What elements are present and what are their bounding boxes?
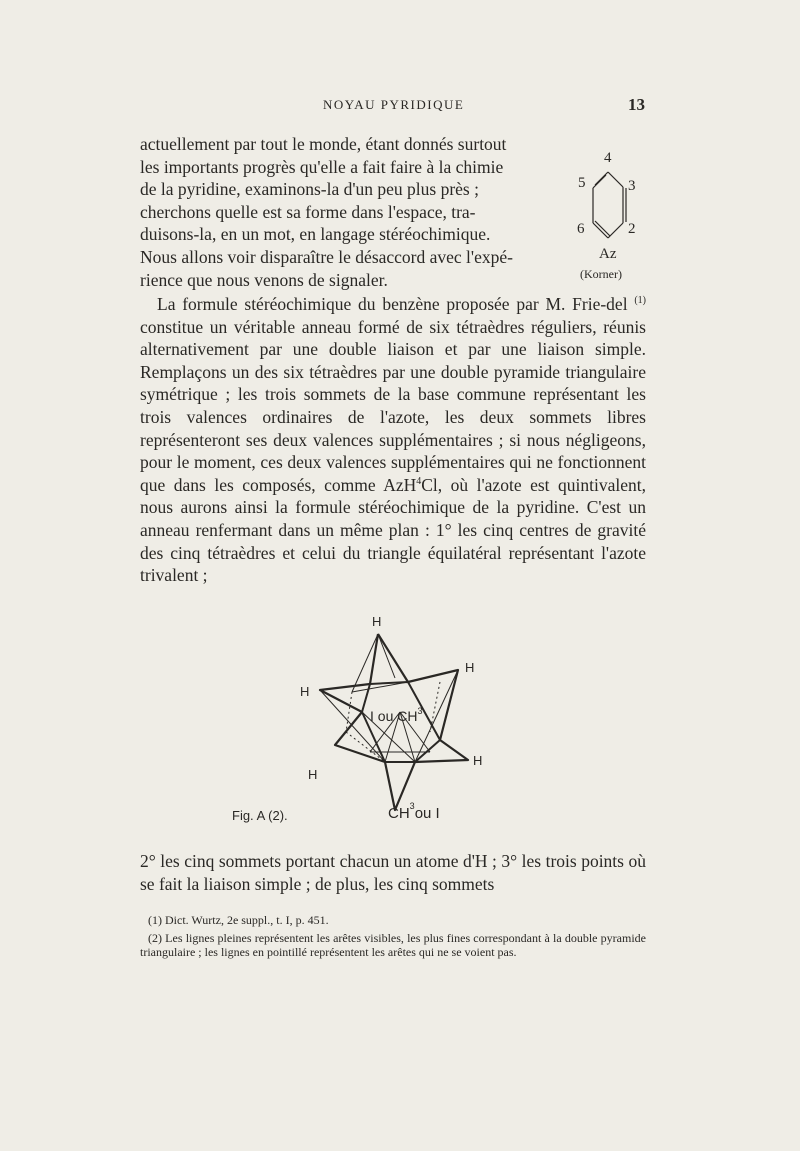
paragraph-3	[140, 850, 646, 895]
figure-a-label-top: H	[372, 614, 382, 629]
paragraph-2-text: Cl, où l'azote est quintivalent, nous aurons ainsi la formule stéréochimique de la pyridine. C'est un anneau renfermant dans un même plan : 1° les cinq centres de gravité des cinq tétraèdres et celui du triangle équilatéral représentant l'azote trivalent ;	[140, 474, 646, 586]
pyridine-label: 5	[578, 175, 586, 191]
paragraph-2	[140, 293, 646, 587]
formula-sup: 4	[416, 475, 422, 487]
running-head	[0, 97, 800, 117]
pyridine-label: 3	[628, 178, 636, 194]
formula: AzH	[383, 474, 417, 495]
paragraph-2-text: La formule stéréochimique du benzène proposée par M. Frie-del	[157, 294, 628, 314]
footnote-1: (1) Dict. Wurtz, 2e suppl., t. I, p. 451.	[148, 913, 329, 927]
footnotes	[140, 913, 646, 963]
paragraph-3-text: 2° les cinq sommets portant chacun un atome d'H ; 3° les trois points où se fait la liaison simple ; de plus, les cinq sommets	[140, 851, 646, 894]
paragraph-1-line: rience que nous venons de signaler.	[140, 269, 388, 290]
figure-a-label-bottom: $CH^3ou$ I	[388, 801, 440, 822]
paragraph-1-line: cherchons quelle est sa forme dans l'espace, tra-	[140, 201, 476, 222]
figure-a-label-bottom-left: H	[308, 767, 318, 782]
paragraph-1-line: les importants progrès qu'elle a fait faire à la chimie	[140, 156, 504, 177]
pyridine-label: Az	[599, 246, 617, 262]
pyridine-label: 4	[604, 150, 612, 166]
pyridine-label: 2	[628, 221, 636, 237]
figure-a-label-center: I ou $CH^3$	[370, 706, 423, 724]
pyridine-caption: (Korner)	[580, 267, 622, 281]
paragraph-1-line: Nous allons voir disparaître le désaccord avec l'expé-	[140, 246, 513, 267]
paragraph-2-text: constitue un véritable anneau formé de six tétraèdres réguliers, réunis alternativement par une double liaison et par une liaison simple. Remplaçons un des six tétraèdres par une double pyramide triangulaire symétrique ; les trois sommets de la base commune représentant les trois valences ordinaires de l'azote, les deux sommets libres représenteront ses deux valences supplémentaires ; si nous négligeons, pour le moment, ces deux valences supplémentaires qui ne fonctionnent que dans les composés, comme	[140, 316, 646, 495]
page-number: 13	[628, 95, 645, 114]
paragraph-1-line: actuellement par tout le monde, étant donnés surtout	[140, 134, 507, 154]
footnote-ref: (1)	[634, 295, 646, 307]
paragraph-1-line: de la pyridine, examinons-la d'un peu plus près ;	[140, 179, 479, 200]
footnote-2: (2) Les lignes pleines représentent les arêtes visibles, les plus fines correspondant à la double pyramide triangulaire ; les lignes en pointillé représentent les arêtes qui ne se voient pas.	[140, 930, 646, 959]
running-head-title: NOYAU PYRIDIQUE	[323, 97, 465, 112]
figure-a-label-right: H	[465, 660, 475, 675]
figure-a-diagram	[290, 612, 500, 827]
pyridine-label: 6	[577, 221, 585, 237]
paragraph-1	[140, 133, 560, 291]
paragraph-1-line: duisons-la, en un mot, en langage stéréochimique.	[140, 224, 491, 245]
figure-a-label-left: H	[300, 684, 310, 699]
figure-a-label-bottom-right: H	[473, 753, 483, 768]
figure-a-caption: Fig. A (2).	[232, 808, 288, 823]
